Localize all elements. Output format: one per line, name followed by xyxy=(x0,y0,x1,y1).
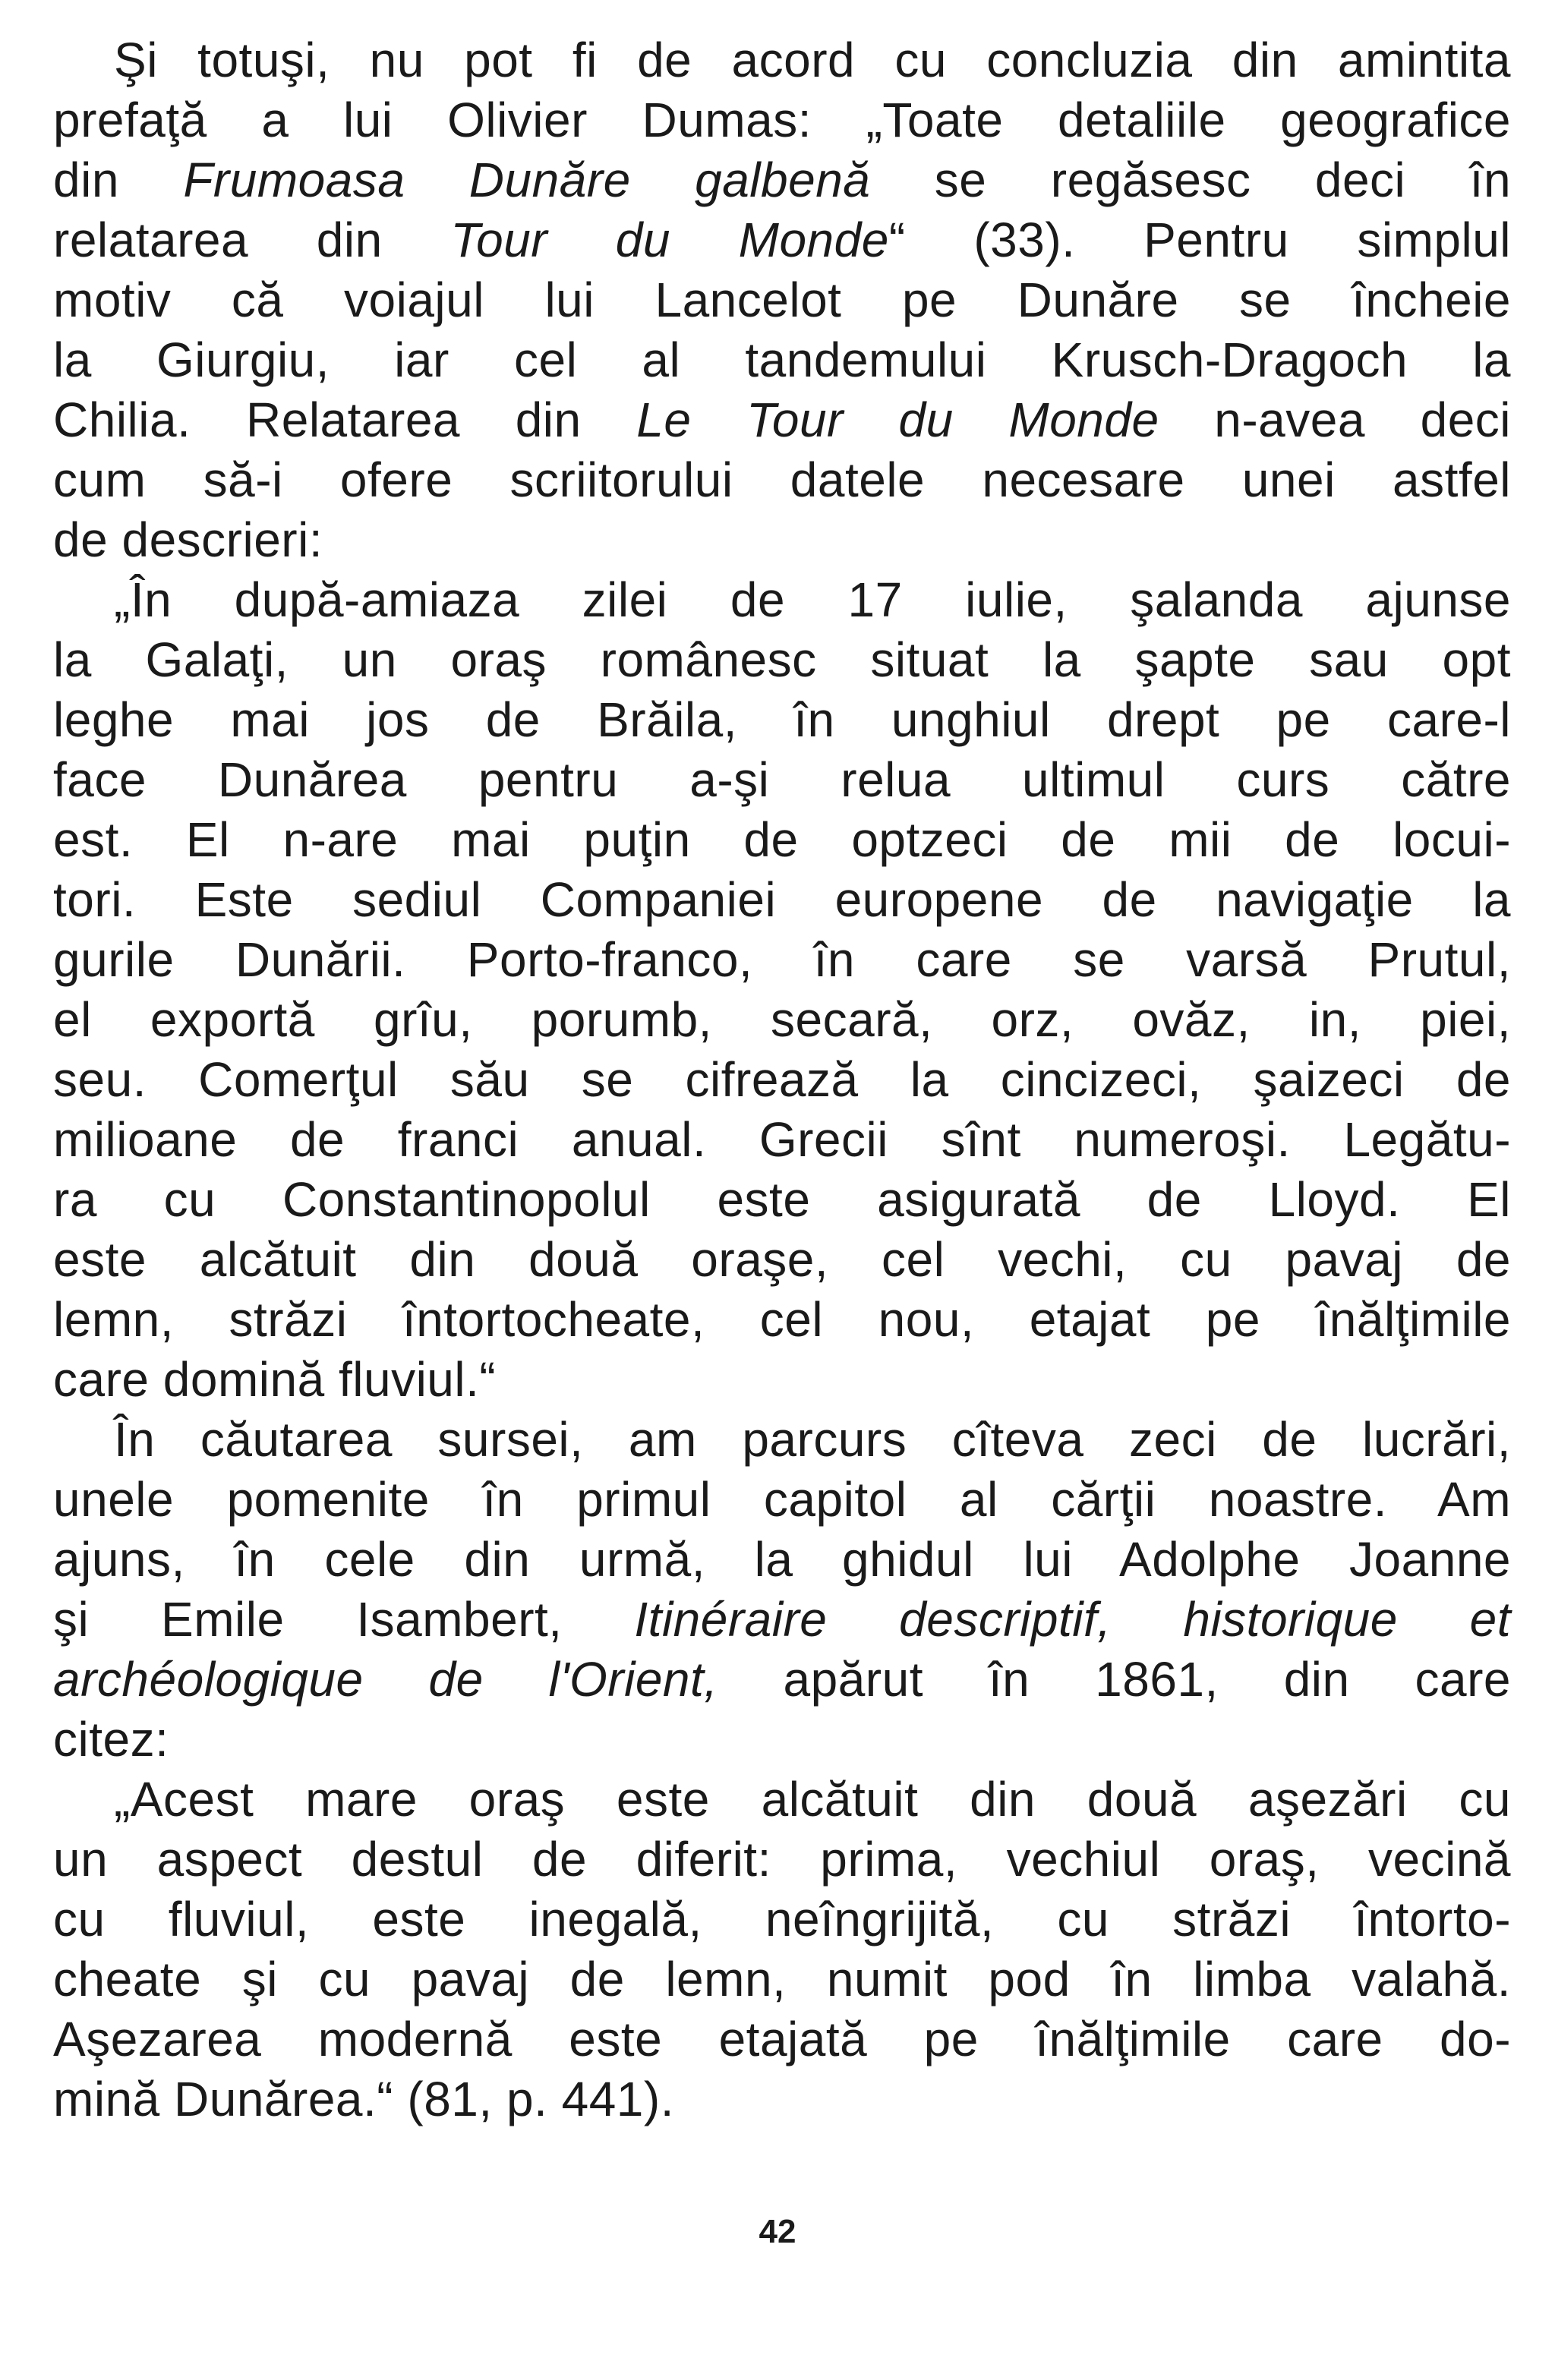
text-line xyxy=(53,990,1511,1050)
text-line xyxy=(53,90,1511,150)
page-text xyxy=(53,30,1511,2129)
text-span: est. El n-are mai puţin de optzeci de mii de locui- xyxy=(53,812,1511,867)
text-line xyxy=(53,210,1511,270)
text-line xyxy=(53,1050,1511,1110)
page-number: 42 xyxy=(759,2213,796,2250)
text-line xyxy=(53,870,1511,930)
text-span: n-avea deci xyxy=(1214,392,1511,447)
text-span: seu. Comerţul său se cifrează la cincizeci, şaizeci de xyxy=(53,1052,1511,1107)
text-span: unele pomenite în primul capitol al cărţii noastre. Am xyxy=(53,1472,1511,1527)
text-line xyxy=(53,630,1511,690)
text-line xyxy=(53,2069,1511,2129)
text-span: „Acest mare oraş este alcătuit din două aşezări cu xyxy=(114,1772,1511,1827)
text-span: În căutarea sursei, am parcurs cîteva zeci de lucrări, xyxy=(114,1412,1511,1467)
text-span: la Galaţi, un oraş românesc situat la şapte sau opt xyxy=(53,632,1511,687)
text-line xyxy=(53,1650,1511,1710)
text-span: cu fluviul, este inegală, neîngrijită, cu străzi întorto- xyxy=(53,1892,1511,1947)
text-span: un aspect destul de diferit: prima, vechiul oraş, vecină xyxy=(53,1832,1511,1887)
text-span: relatarea din xyxy=(53,213,383,267)
text-line xyxy=(53,150,1511,210)
text-line xyxy=(53,1530,1511,1590)
text-span: este alcătuit din două oraşe, cel vechi, cu pavaj de xyxy=(53,1232,1511,1287)
text-line xyxy=(53,2010,1511,2069)
text-span: motiv că voiajul lui Lancelot pe Dunăre se încheie xyxy=(53,273,1511,327)
text-line xyxy=(53,270,1511,330)
text-span: milioane de franci anual. Grecii sînt numeroşi. Legătu- xyxy=(53,1112,1511,1167)
text-line xyxy=(53,690,1511,750)
text-span: se regăsesc deci în xyxy=(934,153,1512,207)
text-line xyxy=(53,1590,1511,1650)
text-line xyxy=(53,1350,1511,1410)
text-span: prefaţă a lui Olivier Dumas: „Toate detaliile geografice xyxy=(53,93,1511,147)
text-span: din xyxy=(53,153,119,207)
text-span: mină Dunărea.“ (81, p. 441). xyxy=(53,2072,674,2126)
text-line xyxy=(53,1710,1511,1770)
text-span: “ (33). Pentru simplul xyxy=(888,213,1512,267)
text-line xyxy=(53,390,1511,450)
text-span: face Dunărea pentru a-şi relua ultimul curs către xyxy=(53,752,1511,807)
text-span: de descrieri: xyxy=(53,512,323,567)
text-line xyxy=(53,1230,1511,1290)
italic-title: Tour du Monde xyxy=(450,213,889,267)
text-span: şi Emile Isambert, xyxy=(53,1592,563,1647)
text-span: care domină fluviul.“ xyxy=(53,1352,497,1407)
italic-title: archéologique de l'Orient, xyxy=(53,1652,718,1707)
text-span: cheate şi cu pavaj de lemn, numit pod în limba valahă. xyxy=(53,1952,1511,2006)
italic-title: Itinéraire descriptif, historique et xyxy=(634,1592,1512,1647)
text-span: el exportă grîu, porumb, secară, orz, ovăz, in, piei, xyxy=(53,992,1511,1047)
text-span: „În după-amiaza zilei de 17 iulie, şalanda ajunse xyxy=(114,572,1511,627)
text-line xyxy=(53,510,1511,570)
text-line xyxy=(53,1470,1511,1530)
text-line xyxy=(53,570,1511,630)
text-span: tori. Este sediul Companiei europene de navigaţie la xyxy=(53,872,1511,927)
text-span: la Giurgiu, iar cel al tandemului Krusch-Dragoch la xyxy=(53,333,1511,387)
text-span: gurile Dunării. Porto-franco, în care se varsă Prutul, xyxy=(53,932,1511,987)
text-line xyxy=(53,750,1511,810)
text-line xyxy=(53,1170,1511,1230)
text-span: Chilia. Relatarea din xyxy=(53,392,582,447)
text-line xyxy=(53,30,1511,90)
text-span: ra cu Constantinopolul este asigurată de Lloyd. El xyxy=(53,1172,1511,1227)
text-line xyxy=(53,930,1511,990)
text-line xyxy=(53,450,1511,510)
text-span: Şi totuşi, nu pot fi de acord cu concluzia din amintita xyxy=(114,33,1511,87)
text-line xyxy=(53,1110,1511,1170)
text-line xyxy=(53,810,1511,870)
italic-title: Frumoasa Dunăre galbenă xyxy=(183,153,871,207)
text-line xyxy=(53,1410,1511,1470)
text-span: cum să-i ofere scriitorului datele necesare unei astfel xyxy=(53,452,1511,507)
text-span: lemn, străzi întortocheate, cel nou, etajat pe înălţimile xyxy=(53,1292,1511,1347)
text-line xyxy=(53,330,1511,390)
text-line xyxy=(53,1770,1511,1830)
text-span: ajuns, în cele din urmă, la ghidul lui Adolphe Joanne xyxy=(53,1532,1511,1587)
text-span: Aşezarea modernă este etajată pe înălţimile care do- xyxy=(53,2012,1511,2066)
text-span: leghe mai jos de Brăila, în unghiul drept pe care-l xyxy=(53,692,1511,747)
italic-title: Le Tour du Monde xyxy=(636,392,1159,447)
text-span: citez: xyxy=(53,1712,169,1767)
text-line xyxy=(53,1830,1511,1890)
text-span: apărut în 1861, din care xyxy=(783,1652,1512,1707)
text-line xyxy=(53,1950,1511,2010)
text-line xyxy=(53,1290,1511,1350)
text-line xyxy=(53,1890,1511,1950)
